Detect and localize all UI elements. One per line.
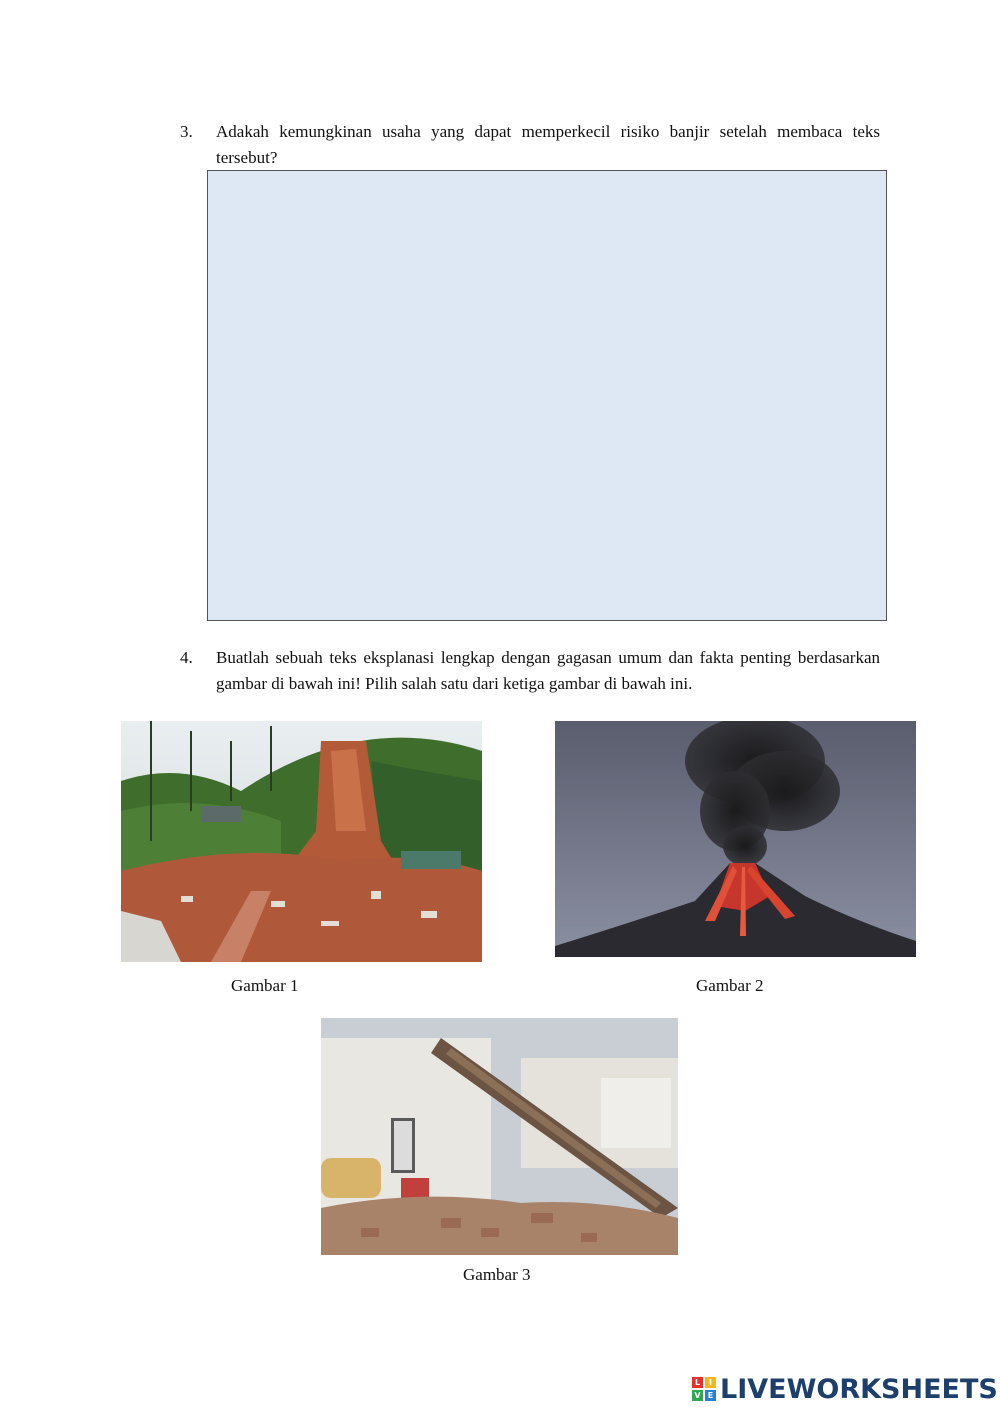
brand-name: LIVEWORKSHEETS — [720, 1373, 998, 1405]
figure-caption: Gambar 1 — [231, 976, 299, 995]
earthquake-image — [321, 1018, 678, 1255]
question-4 — [180, 645, 880, 697]
logo-letter: V — [692, 1390, 703, 1401]
figure-caption: Gambar 2 — [696, 976, 764, 995]
logo-letter: L — [692, 1377, 703, 1388]
question-text: Adakah kemungkinan usaha yang dapat memperkecil risiko banjir setelah membaca teks tersebut? — [216, 122, 880, 167]
volcano-image — [555, 721, 916, 957]
question-3 — [180, 119, 880, 171]
question-number: 3. — [180, 122, 193, 141]
figure-caption: Gambar 3 — [463, 1265, 531, 1284]
logo-letter: I — [705, 1377, 716, 1388]
liveworksheets-logo — [692, 1372, 998, 1406]
answer-textbox[interactable] — [207, 170, 887, 621]
logo-letter: E — [705, 1390, 716, 1401]
landslide-image — [121, 721, 482, 962]
question-number: 4. — [180, 648, 193, 667]
question-text: Buatlah sebuah teks eksplanasi lengkap dengan gagasan umum dan fakta penting berdasarkan gambar di bawah ini! Pilih salah satu dari ketiga gambar di bawah ini. — [216, 648, 880, 693]
logo-icon — [692, 1377, 716, 1401]
